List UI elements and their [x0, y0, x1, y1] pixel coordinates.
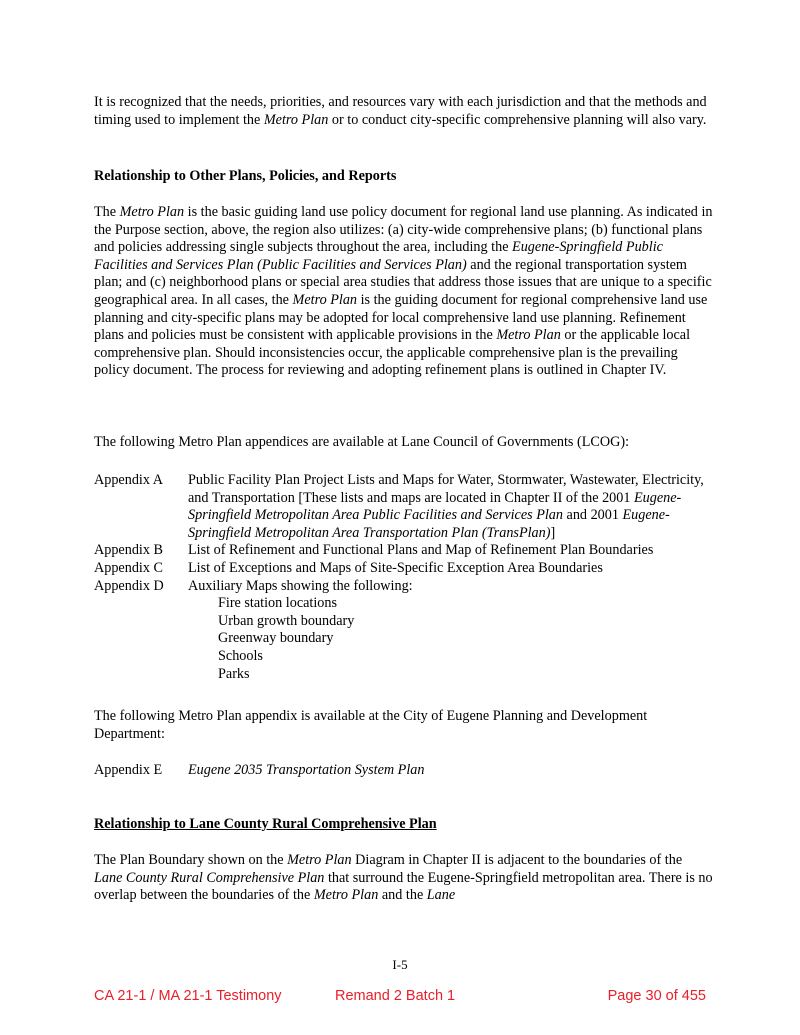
section-heading-lane-county: Relationship to Lane County Rural Comprehensive Plan: [94, 816, 437, 832]
testimony-footer: [94, 988, 706, 1006]
italic-text-run: Eugene-Springfield Public Facilities and Services Plan (Public Facilities and Services Plan): [94, 239, 663, 273]
appendix-d: [94, 578, 714, 596]
italic-text-run: Metro Plan: [119, 204, 185, 220]
italic-text-run: Metro Plan: [496, 327, 561, 344]
italic-text-run: Metro Plan: [313, 887, 379, 904]
text-run: and 2001: [562, 507, 623, 524]
text-run: ]: [550, 524, 556, 541]
paragraph-appendices-intro: The following Metro Plan appendices are available at Lane Council of Governments (LCOG):: [94, 434, 630, 450]
appendix-label: Appendix D: [94, 577, 164, 594]
footer-batch-label: Remand 2 Batch 1: [335, 988, 456, 1004]
appendix-b: [94, 542, 714, 560]
text-run: is the guiding document for regional comprehensive land use planning and city-specific plans may be adopted for local comprehensive land use planning. Refinement plans and policies must be consistent with applicable provisions in the: [94, 291, 708, 344]
auxiliary-maps-list: [94, 595, 714, 683]
document-page: [94, 94, 714, 904]
footer-case-label: CA 21-1 / MA 21-1 Testimony: [94, 988, 282, 1004]
list-item: Schools: [218, 647, 263, 664]
text-run: Public Facility Plan Project Lists and Maps for Water, Stormwater, Wastewater, Electricity, and Transportation [These lists and maps are located in Chapter II of the 2001: [188, 472, 704, 506]
paragraph-eugene-appendix: The following Metro Plan appendix is available at the City of Eugene Planning and Development Department:: [94, 708, 648, 742]
text-run: or the applicable local comprehensive plan. Should inconsistencies occur, the applicable comprehensive plan is the prevailing policy document. The process for reviewing and adopting refinement plans is outlined in Chapter IV.: [94, 327, 691, 379]
appendix-description: List of Exceptions and Maps of Site-Specific Exception Area Boundaries: [188, 559, 603, 576]
text-run: is the basic guiding land use policy document for regional land use planning. As indicated in the Purpose section, above, the region also utilizes: (a) city-wide comprehensive plans; (b) functional plans and policies addressing single subjects throughout the area, including the: [94, 204, 713, 256]
list-item: Greenway boundary: [218, 630, 334, 647]
text-run: that surround the Eugene-Springfield metropolitan area. There is no overlap between the boundaries of the: [94, 869, 713, 904]
appendix-label: Appendix E: [94, 762, 163, 778]
appendix-label: Appendix C: [94, 559, 163, 576]
text-run: and the: [378, 887, 427, 904]
appendix-label: Appendix B: [94, 542, 163, 559]
appendix-description: Auxiliary Maps showing the following:: [188, 577, 413, 594]
text-run: or to conduct city-specific comprehensive planning will also vary.: [328, 111, 707, 128]
text-run: Diagram in Chapter II is adjacent to the boundaries of the: [351, 852, 683, 868]
appendix-a: [94, 472, 714, 542]
page-number: I-5: [392, 957, 408, 972]
list-item: Fire station locations: [218, 595, 338, 612]
appendix-description: List of Refinement and Functional Plans and Map of Refinement Plan Boundaries: [188, 542, 654, 559]
paragraph-intro: [94, 94, 714, 129]
appendix-description: [188, 472, 714, 542]
appendix-list: [94, 472, 714, 683]
footer-page-count: Page 30 of 455: [607, 988, 706, 1004]
text-run: and the regional transportation system plan; and (c) neighborhood plans or special area studies that address those issues that are unique to a specific geographical area. In all cases, the: [94, 256, 712, 308]
italic-text-run: Metro Plan: [287, 852, 352, 868]
appendix-label: Appendix A: [94, 472, 163, 488]
text-run: The: [94, 204, 120, 220]
paragraph-metro-plan: [94, 204, 714, 380]
italic-text-run: Lane: [426, 887, 456, 904]
italic-text-run: Metro Plan: [292, 291, 358, 308]
italic-text-run: Eugene-Springfield Metropolitan Area Transportation Plan (TransPlan): [188, 507, 670, 541]
paragraph-plan-boundary: [94, 852, 714, 905]
list-item: Urban growth boundary: [218, 612, 355, 629]
list-item: Parks: [218, 665, 250, 682]
appendix-e: [94, 762, 714, 780]
italic-text-run: Metro Plan: [263, 111, 329, 128]
italic-text-run: Eugene-Springfield Metropolitan Area Public Facilities and Services Plan: [188, 489, 682, 524]
italic-text-run: Lane County Rural Comprehensive Plan: [94, 869, 325, 886]
section-heading-other-plans: Relationship to Other Plans, Policies, and Reports: [94, 168, 397, 184]
text-run: It is recognized that the needs, priorities, and resources vary with each jurisdiction and that the methods and timing used to implement the: [94, 94, 707, 128]
appendix-c: [94, 560, 714, 578]
text-run: The Plan Boundary shown on the: [94, 852, 288, 868]
appendix-description: Eugene 2035 Transportation System Plan: [188, 762, 425, 778]
